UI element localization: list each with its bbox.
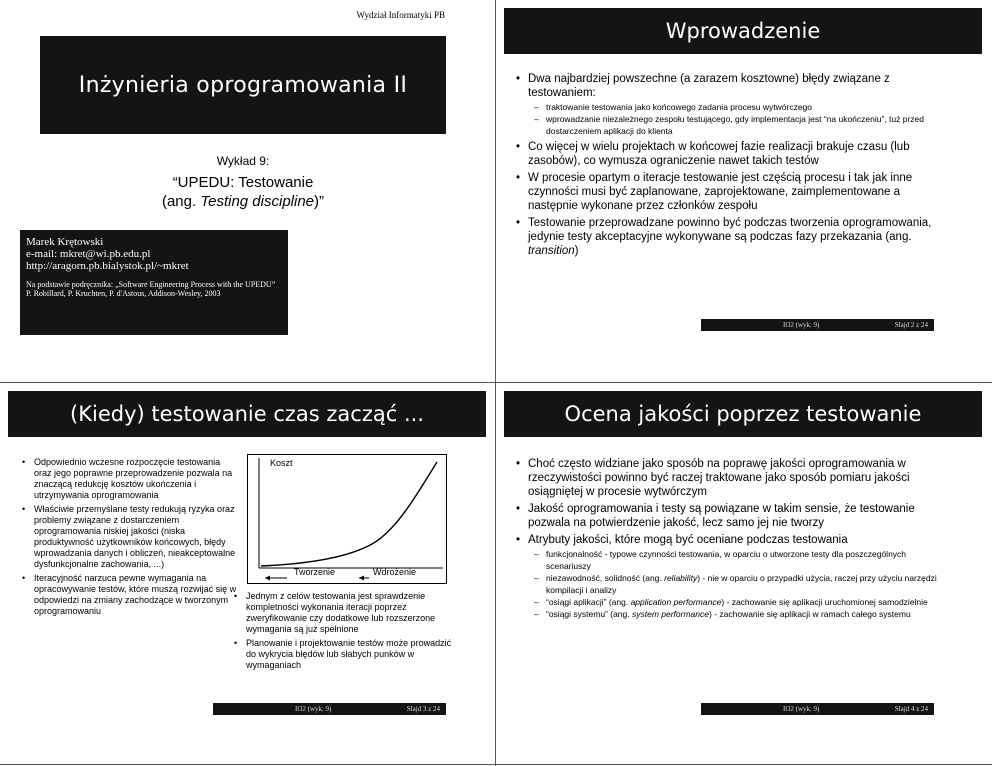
- slide-title-bar: [504, 391, 982, 437]
- cost-curve-diagram: [247, 454, 447, 584]
- footer-slide-number: Slajd 2 z 24: [894, 321, 928, 329]
- slide-2: [496, 0, 992, 382]
- sub-list: [528, 101, 934, 137]
- author-box: [20, 230, 288, 335]
- sub-text-pre: “osiągi systemu” (ang.: [546, 609, 632, 619]
- sub-emphasis: system performance: [631, 609, 709, 619]
- bullet-list: [514, 72, 934, 261]
- footer-course: IO2 (wyk. 9): [295, 705, 332, 713]
- slide-3: [0, 383, 495, 765]
- right-bullet-list: [232, 591, 454, 674]
- footer-course: IO2 (wyk. 9): [783, 705, 820, 713]
- list-item: • Odpowiednio wczesne rozpoczęcie testowania oraz jego poprawne przeprowadzenie pozwala na znaczącą redukcję kosztów ukończenia i utrzymywania oprogramowania: [20, 457, 238, 501]
- diagram-label-deployment: Wdrożenie: [373, 567, 417, 577]
- author-name: Marek Krętowski: [26, 236, 104, 248]
- list-item: • Choć często widziane jako sposób na poprawę jakości oprogramowania w rzeczywistości powinno być raczej traktowane jako sposób pomiaru jakości osiągniętej w procesie wytwórczym: [514, 457, 940, 499]
- department-label: Wydział Informatyki PB: [356, 10, 445, 20]
- slide-1: [0, 0, 495, 382]
- sub-item: – traktowanie testowania jako końcowego zadania procesu wytwórczego: [528, 101, 934, 113]
- list-item: • Właściwie przemyślane testy redukują ryzyka oraz problemy związane z dostarczeniem oprogramowania niskiej jakości (niska produktywność użytkowników końcowych, błędy wprowadzania danych i obliczeń, nieakceptowalne dysfunkcjonalne zachowania, ...): [20, 504, 238, 570]
- subtitle-pre: (ang.: [161, 193, 201, 210]
- sub-item: [528, 596, 940, 608]
- author-email: e-mail: mkret@wi.pb.edu.pl: [26, 248, 151, 260]
- author-url: http://aragorn.pb.bialystok.pl/~mkret: [26, 260, 189, 272]
- course-title: Inżynieria oprogramowania II: [78, 72, 408, 98]
- sub-item: [528, 608, 940, 620]
- diagram-label-development: Tworzenie: [294, 567, 336, 577]
- sub-text-post: ) - zachowanie się aplikacji uruchomionej samodzielnie: [721, 597, 928, 607]
- sub-text-post: ) - nie w oparciu o przypadki użycia, raczej przy użyciu narzędzi kompilacji i analizy: [546, 573, 937, 595]
- list-item: [514, 533, 940, 620]
- sub-item: – wprowadzanie niezależnego zespołu testującego, gdy implementacja jest “na ukończeniu”, tuż przed dostarczeniem aplikacji do klienta: [528, 113, 934, 137]
- slide-footer: [701, 319, 934, 331]
- sub-text-pre: niezawodność, solidność (ang.: [546, 573, 665, 583]
- list-item: • Iteracyjność narzuca pewne wymagania na opracowywanie testów, które muszą rozwijać się w odpowiedzi na zmiany zachodzące w tworzonym oprogramowaniu: [20, 573, 238, 617]
- list-item: • Co więcej w wielu projektach w końcowej fazie realizacji brakuje czasu (lub zasobów), co wymusza ograniczenie nawet takich testów: [514, 140, 934, 168]
- bullet-text-pre: Testowanie przeprowadzane powinno być podczas tworzenia oprogramowania, jedynie testy akceptacyjne wykonywane są podczas fazy przekazania (ang.: [528, 217, 932, 243]
- lecture-subtitle-line1: “UPEDU: Testowanie: [172, 174, 314, 191]
- sub-item: – funkcjonalność - typowe czynności testowania, w oparciu o utworzone testy dla poszczególnych scenariuszy: [528, 548, 940, 572]
- bullet-emphasis: transition: [528, 245, 575, 257]
- list-item: [514, 216, 934, 258]
- slide-4: [496, 383, 992, 765]
- footer-slide-number: Slajd 4 z 24: [894, 705, 928, 713]
- sub-text-pre: “osiągi aplikacji” (ang.: [546, 597, 631, 607]
- lecture-number: Wykład 9:: [216, 154, 270, 168]
- list-item: • Planowanie i projektowanie testów może prowadzić do wykrycia błędów lub słabych punków w wymaganiach: [232, 638, 454, 671]
- diagram-frame: [248, 455, 447, 584]
- lecture-subtitle-line2: [40, 193, 446, 210]
- footer-slide-number: Slajd 3 z 24: [406, 705, 440, 713]
- subtitle-post: )”: [314, 193, 325, 210]
- sub-text-post: ) - zachowanie się aplikacji w ramach całego systemu: [708, 609, 911, 619]
- list-item: • Jakość oprogramowania i testy są powiązane w takim sensie, że testowanie pozwala na potwierdzenie jakość, lecz samo jej nie tworzy: [514, 502, 940, 530]
- slide-footer: [701, 703, 934, 715]
- bullet-text: Atrybuty jakości, które mogą być oceniane podczas testowania: [528, 534, 848, 546]
- slide-title: Wprowadzenie: [665, 19, 821, 43]
- subtitle-emphasis: Testing discipline: [200, 193, 315, 210]
- sub-emphasis: application performance: [630, 597, 722, 607]
- slide-title-bar: [504, 8, 982, 54]
- slide-title: (Kiedy) testowanie czas zacząć ...: [70, 402, 424, 426]
- slide-title: Ocena jakości poprzez testowanie: [564, 402, 922, 426]
- textbook-reference: Na podstawie podręcznika: „Software Engineering Process with the UPEDU” P. Robillard, P. Kruchten, P. d'Astous, Addison-Wesley, 2003: [26, 280, 276, 298]
- slide-title-bar: [8, 391, 486, 437]
- list-item: • Jednym z celów testowania jest sprawdzenie kompletności wykonania iteracji poprzez zweryfikowanie czy dodatkowe lub rozszerzone wymagania są już spełnione: [232, 591, 454, 635]
- list-item: [514, 72, 934, 137]
- sub-item: [528, 572, 940, 596]
- diagram-label-cost: Koszt: [270, 458, 293, 468]
- bullet-text-post: ): [574, 245, 579, 257]
- sub-emphasis: reliability: [664, 573, 698, 583]
- bullet-list: [514, 457, 940, 623]
- footer-course: IO2 (wyk. 9): [783, 321, 820, 329]
- bullet-text: Dwa najbardziej powszechne (a zarazem kosztowne) błędy związane z testowaniem:: [528, 73, 890, 99]
- slide-footer: [213, 703, 446, 715]
- sub-list: [528, 548, 940, 620]
- title-box: [40, 36, 446, 134]
- left-bullet-list: [20, 457, 238, 620]
- list-item: • W procesie opartym o iteracje testowanie jest częścią procesu i tak jak inne czynności musi być zaplanowane, zaprojektowane, zaimplementowane a następnie wykonane przez członków zespołu: [514, 171, 934, 213]
